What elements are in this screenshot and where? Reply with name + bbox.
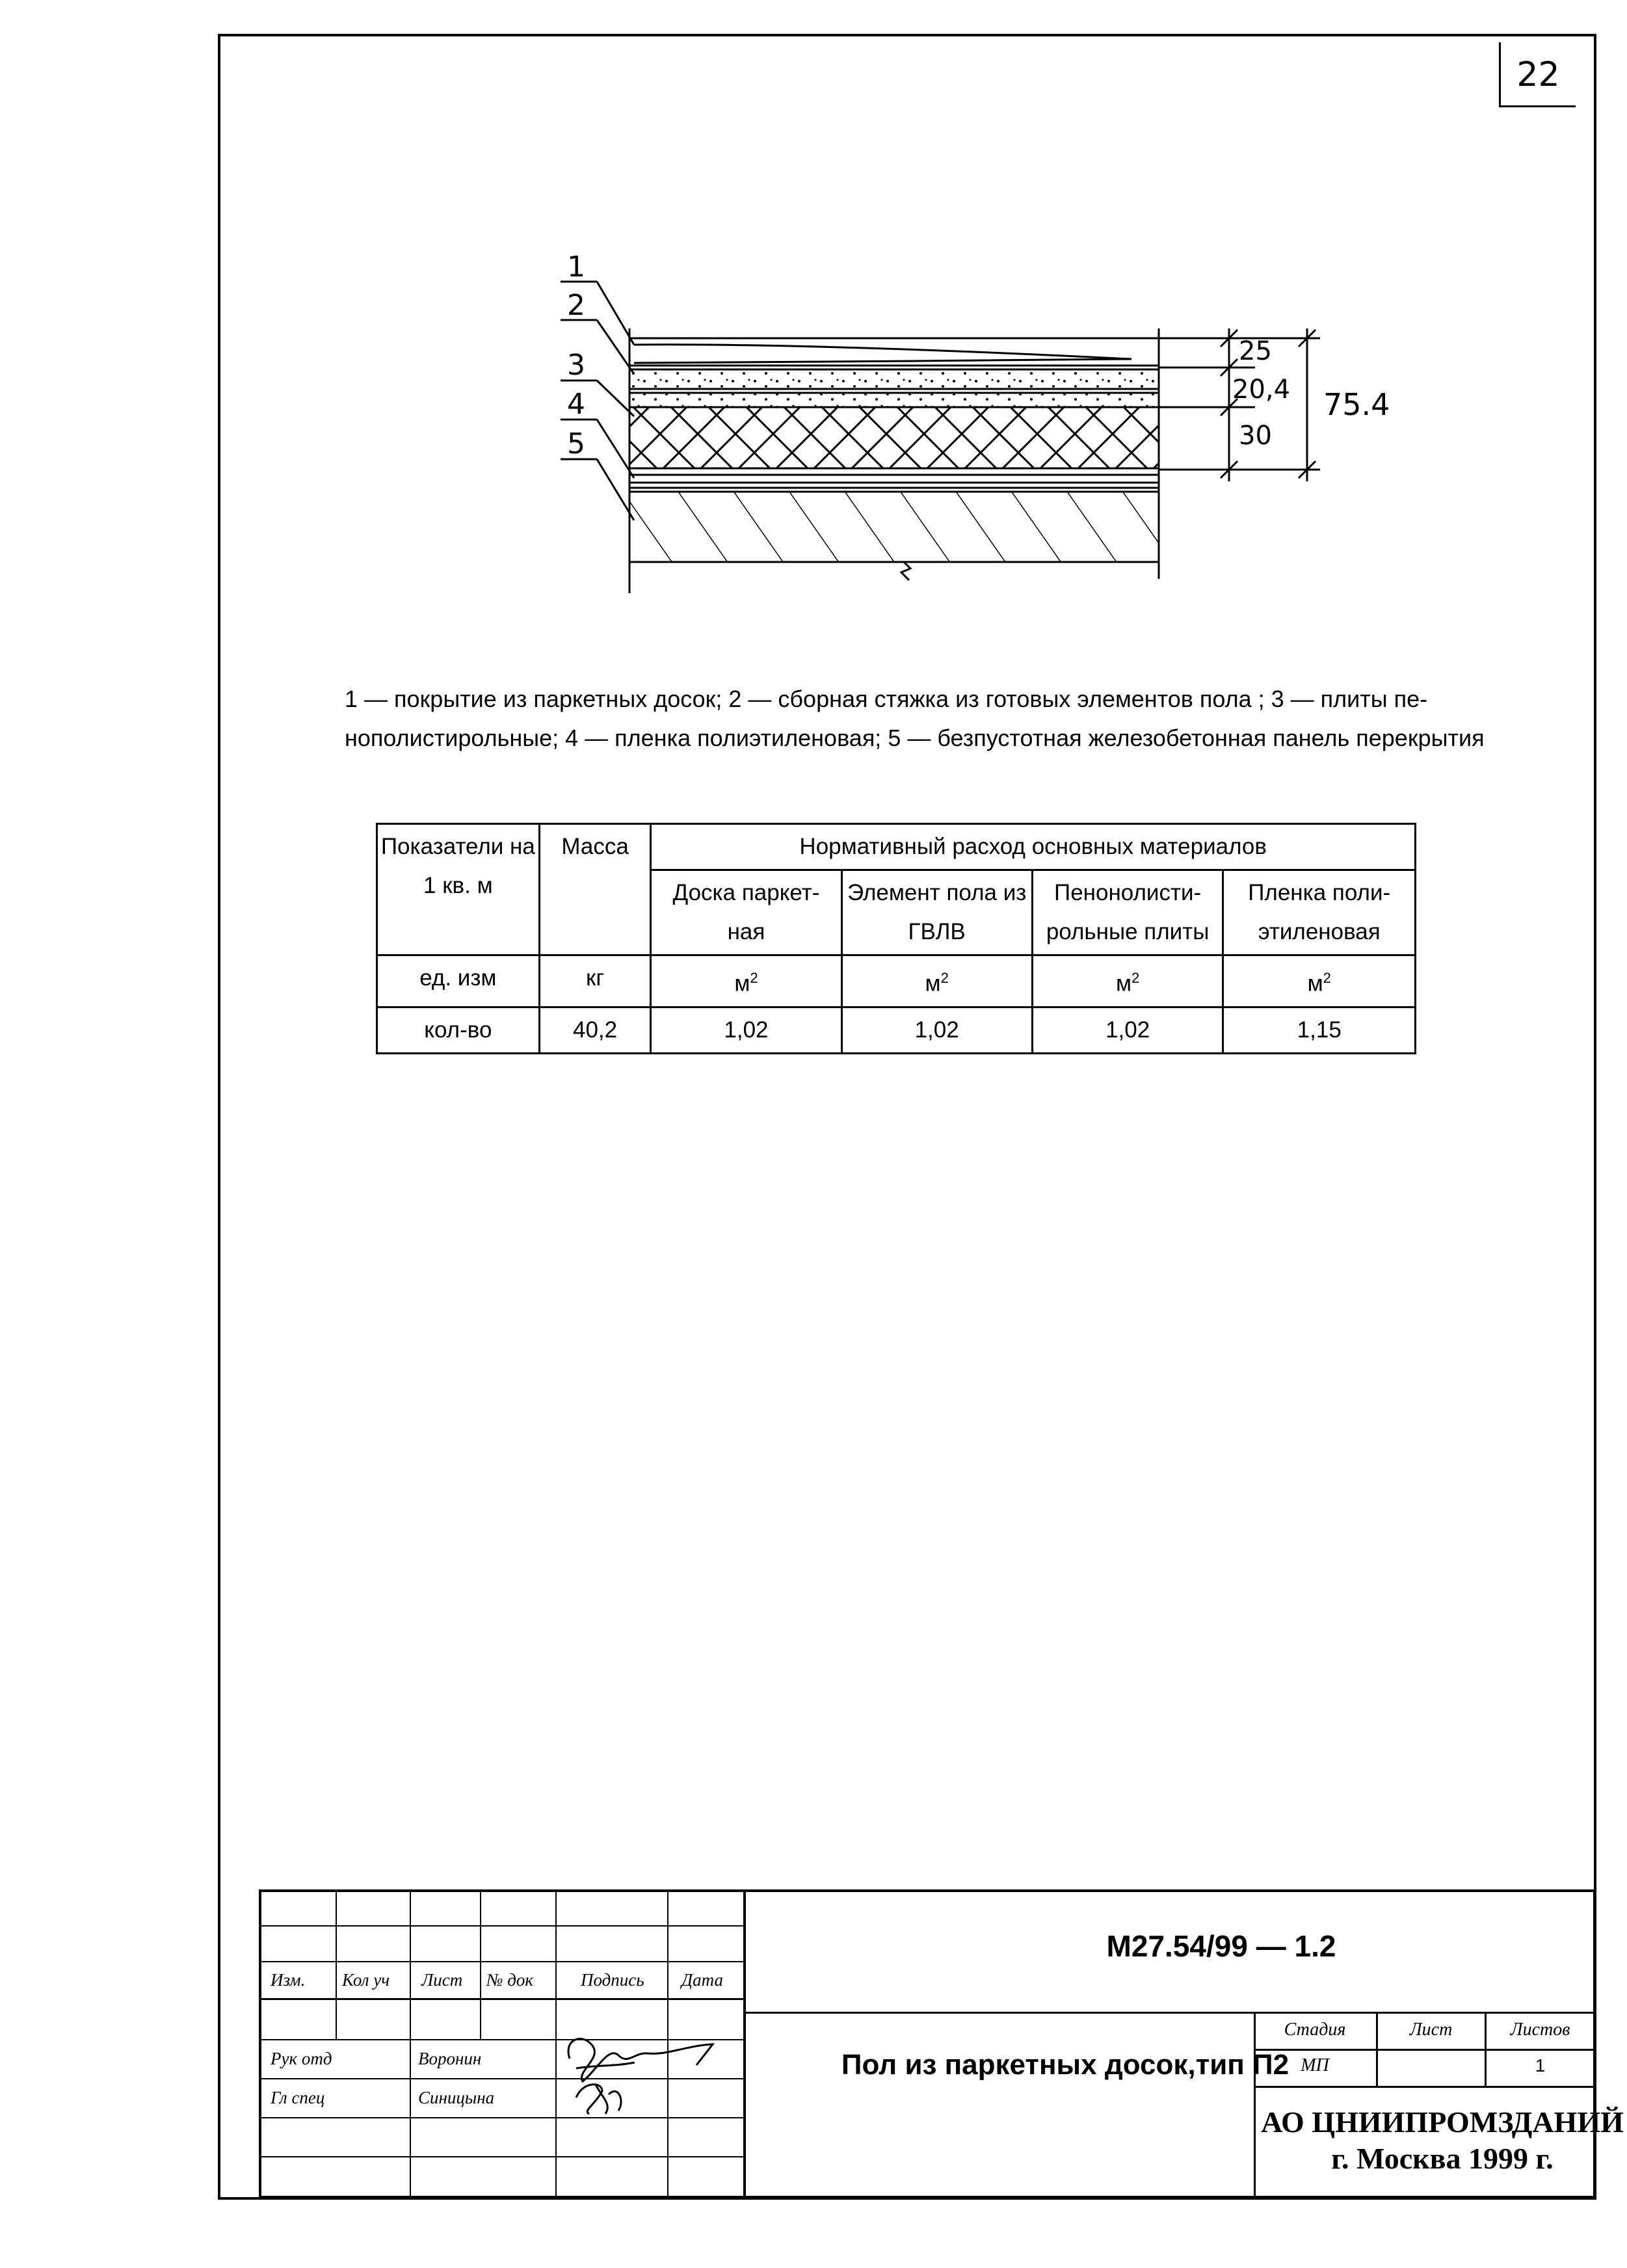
layer-number-3: 3: [567, 349, 585, 382]
page-number: 22: [1499, 42, 1576, 107]
dimension-insulation: 30: [1239, 421, 1272, 451]
dimension-screed: 20,4: [1232, 375, 1291, 405]
role-head-department: Рук отд: [271, 2049, 332, 2068]
screed-layer: [629, 369, 1159, 389]
qty-value: 1,15: [1223, 1007, 1416, 1053]
dimension-total: 75.4: [1323, 387, 1390, 422]
sheet-header: Лист: [1409, 2020, 1453, 2040]
col-header-sheet: Лист: [421, 1970, 463, 1990]
title-block: [259, 1889, 1624, 2198]
header-indicator: Показатели на 1 кв. м: [377, 824, 540, 955]
col-header-doc: № док: [486, 1970, 533, 1990]
dimension-parquet: 25: [1239, 336, 1272, 366]
col-header-date: Дата: [681, 1970, 724, 1990]
name-head-department: Воронин: [418, 2049, 482, 2068]
col-header-qty: Кол уч: [342, 1970, 390, 1990]
layer-number-4: 4: [567, 388, 585, 421]
organization-name: АО ЦНИИПРОМЗДАНИЙ: [1261, 2105, 1624, 2139]
unit-label: ед. изм: [377, 955, 540, 1007]
header-polystyrene: Пенонолисти-рольные плиты: [1032, 870, 1223, 955]
legend-line-2: нополистирольные; 4 — пленка полиэтиленовая; 5 — безпустотная железобетонная панель перекрытия: [345, 725, 1485, 751]
handwritten-signatures: [557, 2020, 745, 2117]
qty-value: 1,02: [651, 1007, 841, 1053]
stage-header: Стадия: [1284, 2020, 1346, 2040]
col-header-signature: Подпись: [581, 1970, 644, 1990]
qty-label: кол-во: [377, 1007, 540, 1053]
name-chief-specialist: Синицына: [418, 2088, 495, 2107]
stage-value: МП: [1301, 2055, 1329, 2075]
unit-cell: $м^2$: [651, 955, 841, 1007]
layer-number-5: 5: [567, 427, 585, 460]
header-floor-element: Элемент пола из ГВЛВ: [841, 870, 1032, 955]
concrete-slab: [629, 492, 1159, 562]
document-code: М27.54/99 — 1.2: [1106, 1929, 1336, 1963]
floor-section-drawing: [0, 0, 1627, 650]
parquet-grain: [634, 345, 1131, 363]
header-film: Пленка поли-этиленовая: [1223, 870, 1416, 955]
header-mass: Масса: [539, 824, 651, 955]
unit-cell: $м^2$: [1223, 955, 1416, 1007]
unit-mass: кг: [539, 955, 651, 1007]
organization-city-year: г. Москва 1999 г.: [1331, 2142, 1554, 2175]
header-norm: Нормативный расход основных материалов: [651, 824, 1416, 870]
header-parquet-board: Доска паркет-ная: [651, 870, 841, 955]
unit-cell: $м^2$: [1032, 955, 1223, 1007]
qty-mass: 40,2: [539, 1007, 651, 1053]
qty-value: 1,02: [841, 1007, 1032, 1053]
role-chief-specialist: Гл спец: [271, 2088, 325, 2107]
document-title: Пол из паркетных досок,тип П2: [841, 2049, 1290, 2081]
unit-cell: $м^2$: [841, 955, 1032, 1007]
polystyrene-layer: [629, 407, 1159, 468]
sheets-header: Листов: [1510, 2020, 1570, 2040]
layer-number-2: 2: [567, 289, 585, 322]
sheets-value: 1: [1535, 2055, 1546, 2075]
materials-table: [376, 823, 1416, 1054]
col-header-change: Изм.: [271, 1970, 306, 1990]
organization: [1260, 2104, 1624, 2177]
qty-value: 1,02: [1032, 1007, 1223, 1053]
legend-line-1: 1 — покрытие из паркетных досок; 2 — сборная стяжка из готовых элементов пола ; 3 — плиты пе-: [345, 686, 1428, 712]
layer-number-1: 1: [567, 250, 585, 284]
